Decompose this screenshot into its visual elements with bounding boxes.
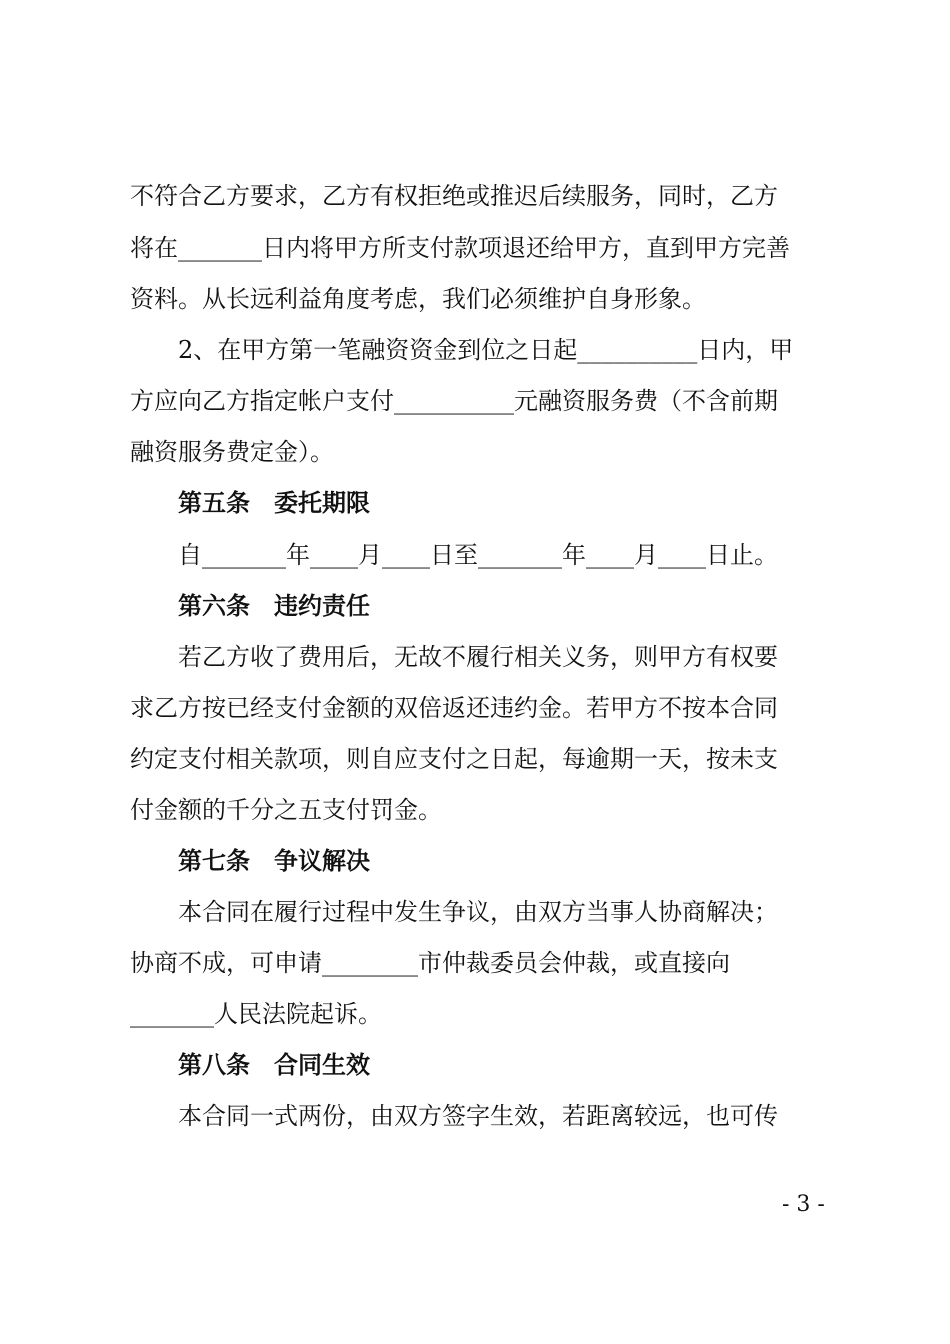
- section-heading-7: 第七条 争议解决: [178, 847, 370, 875]
- body-line: 不符合乙方要求，乙方有权拒绝或推迟后续服务，同时，乙方: [130, 182, 778, 210]
- section-heading-8: 第八条 合同生效: [178, 1051, 370, 1079]
- body-line: 协商不成，可申请________市仲裁委员会仲裁，或直接向: [130, 949, 730, 977]
- section-heading-6: 第六条 违约责任: [178, 592, 370, 620]
- body-line: _______人民法院起诉。: [130, 1000, 382, 1028]
- body-line: 资料。从长远利益角度考虑，我们必须维护自身形象。: [130, 285, 706, 313]
- body-line: 2、在甲方第一笔融资资金到位之日起__________日内，甲: [178, 336, 794, 364]
- body-line: 将在_______日内将甲方所支付款项退还给甲方，直到甲方完善: [130, 234, 790, 262]
- body-line: 若乙方收了费用后，无故不履行相关义务，则甲方有权要: [178, 643, 778, 671]
- body-line: 付金额的千分之五支付罚金。: [130, 796, 442, 824]
- body-line: 本合同一式两份，由双方签字生效，若距离较远，也可传: [178, 1102, 778, 1130]
- body-line: 求乙方按已经支付金额的双倍返还违约金。若甲方不按本合同: [130, 694, 778, 722]
- body-line: 本合同在履行过程中发生争议，由双方当事人协商解决；: [178, 898, 778, 926]
- body-line: 融资服务费定金）。: [130, 438, 334, 466]
- section-heading-5: 第五条 委托期限: [178, 489, 370, 517]
- body-line: 自_______年____月____日至_______年____月____日止。: [178, 541, 778, 569]
- body-line: 方应向乙方指定帐户支付__________元融资服务费（不含前期: [130, 387, 778, 415]
- body-line: 约定支付相关款项，则自应支付之日起，每逾期一天，按未支: [130, 745, 778, 773]
- page-number: - 3 -: [782, 1192, 825, 1217]
